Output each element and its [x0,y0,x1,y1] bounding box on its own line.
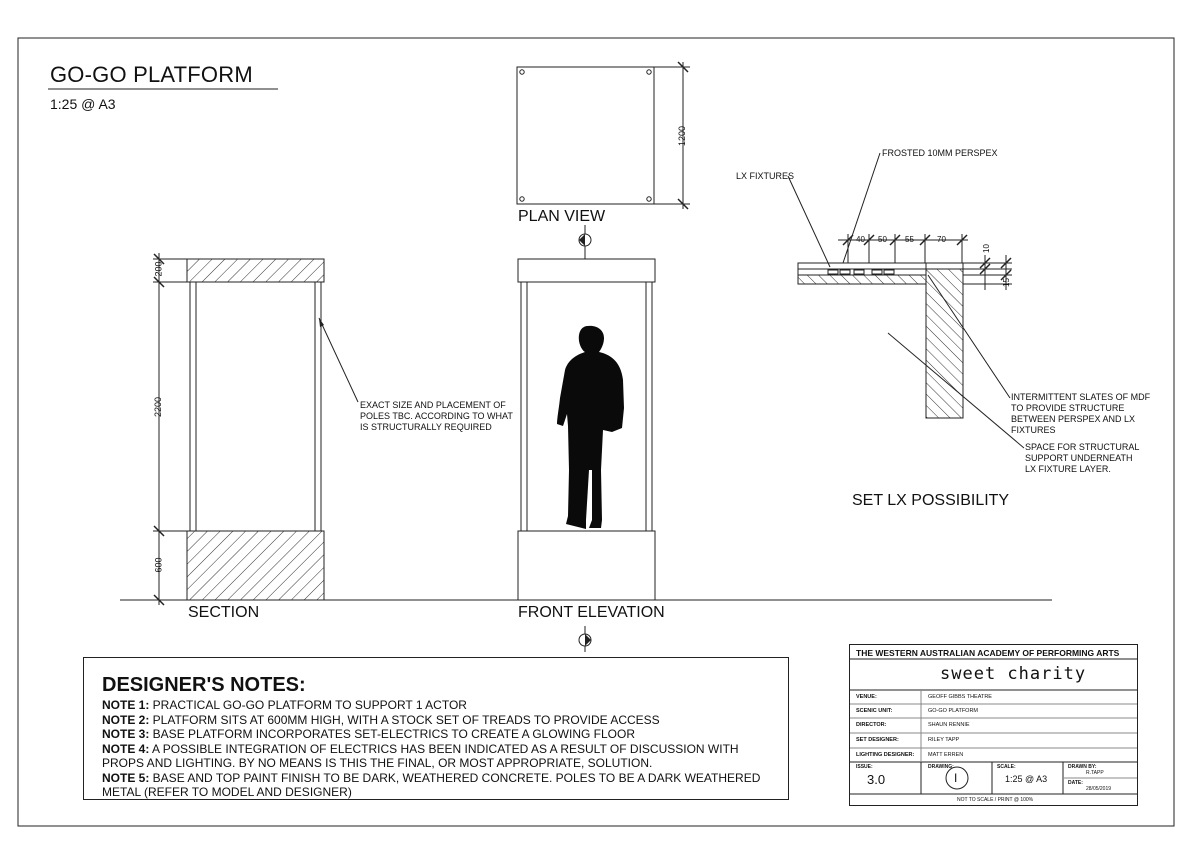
support-annotation: SPACE FOR STRUCTURAL SUPPORT UNDERNEATH LX FIXTURE LAYER. [1025,442,1140,474]
plan-view-label: PLAN VIEW [518,208,606,225]
scenic-unit-label: SCENIC UNIT: [856,708,893,714]
lx-dim-2: 50 [878,235,887,244]
lx-detail-view [788,153,1024,448]
poles-annotation: EXACT SIZE AND PLACEMENT OF POLES TBC. ACCORDING TO WHAT IS STRUCTURALLY REQUIRED [360,400,513,432]
print-note: NOT TO SCALE / PRINT @ 100% [957,797,1034,803]
date-label: DATE: [1068,780,1083,786]
drawing-label: DRAWING: [928,764,954,770]
lx-dim-side-1: 10 [981,244,991,253]
scenic-unit-value: GO-GO PLATFORM [928,708,979,714]
mdf-annotation: INTERMITTENT SLATES OF MDF TO PROVIDE STRUCTURE BETWEEN PERSPEX AND LX FIXTURES [1011,392,1151,435]
set-designer-label: SET DESIGNER: [856,737,899,743]
drawn-by-label: DRAWN BY: [1068,764,1097,770]
scale-label: SCALE: [997,764,1016,770]
scale-value: 1:25 @ A3 [1005,774,1048,784]
set-designer-value: RILEY TAPP [928,737,960,743]
section-dim-top: 200 [153,261,164,277]
human-figure-silhouette [557,326,624,529]
drawn-by-value: R.TAPP [1086,770,1104,776]
lx-dim-1: 40 [856,235,865,244]
note-item: NOTE 1: PRACTICAL GO-GO PLATFORM TO SUPPORT 1 ACTOR [102,698,467,712]
lx-dim-4: 70 [937,235,946,244]
show-name: sweet charity [940,664,1087,684]
lx-dim-side-2: 15 [1001,278,1011,287]
lighting-designer-label: LIGHTING DESIGNER: [856,752,915,758]
issue-label: ISSUE: [856,764,873,770]
plan-view [517,62,690,260]
title-block [849,644,1138,806]
venue-value: GEOFF GIBBS THEATRE [928,694,992,700]
note-item: NOTE 5: BASE AND TOP PAINT FINISH TO BE DARK, WEATHERED CONCRETE. POLES TO BE A DARK WEATHERED METAL (REFER TO MODEL AND DESIGNER) [102,770,761,799]
lx-view-label: SET LX POSSIBILITY [852,492,1010,509]
notes-heading: DESIGNER'S NOTES: [102,674,306,696]
front-elevation-view [518,259,655,600]
lx-fixtures-annotation: LX FIXTURES [736,171,795,181]
drawing-number: I [954,771,958,785]
notes-list [102,698,782,800]
section-dim-bottom: 600 [153,557,164,573]
director-value: SHAUN RENNIE [928,722,970,728]
section-dim-middle: 2200 [153,396,164,418]
lx-dim-3: 55 [905,235,914,244]
note-item: NOTE 2: PLATFORM SITS AT 600MM HIGH, WITH A STOCK SET OF TREADS TO PROVIDE ACCESS [102,712,660,727]
note-item: NOTE 4: A POSSIBLE INTEGRATION OF ELECTRICS HAS BEEN INDICATED AS A RESULT OF DISCUSSION WITH PROPS AND LIGHTING. BY NO MEANS IS THIS THE FINAL, OR MOST APPROPRIATE, SOLUTION. [102,741,739,770]
issue-value: 3.0 [867,772,886,787]
section-view-label: SECTION [188,604,260,621]
perspex-annotation: FROSTED 10MM PERSPEX [882,148,998,158]
scale-note: 1:25 @ A3 [50,96,116,112]
date-value: 28/05/2019 [1086,786,1112,792]
note-item: NOTE 3: BASE PLATFORM INCORPORATES SET-ELECTRICS TO CREATE A GLOWING FLOOR [102,727,635,741]
plan-dim-label: 1200 [677,125,688,147]
director-label: DIRECTOR: [856,722,887,728]
lighting-designer-value: MATT ERREN [928,752,964,758]
institution-name: THE WESTERN AUSTRALIAN ACADEMY OF PERFORMING ARTS [856,648,1120,658]
venue-label: VENUE: [856,694,877,700]
front-elevation-label: FRONT ELEVATION [518,604,665,621]
elevation-marker [579,626,591,652]
page-title: GO-GO PLATFORM [50,62,253,87]
designers-notes-panel [83,657,789,800]
section-view [153,253,358,605]
